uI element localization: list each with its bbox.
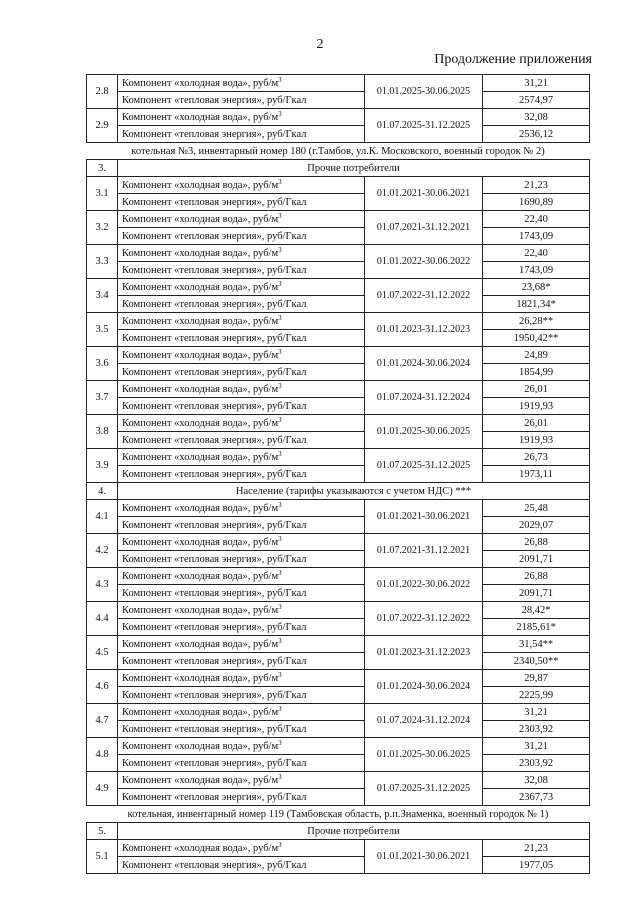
water-label-text: Компонент «холодная вода», руб/м [122, 842, 279, 854]
heat-value: 2091,71 [483, 585, 590, 602]
cubic-superscript: 3 [278, 738, 282, 747]
heat-component-label: Компонент «тепловая энергия», руб/Гкал [118, 517, 365, 534]
tariff-row-heat [87, 330, 590, 347]
cubic-superscript: 3 [278, 109, 282, 118]
period: 01.07.2021-31.12.2021 [365, 534, 483, 568]
water-label-text: Компонент «холодная вода», руб/м [122, 77, 279, 89]
boiler-header: котельная №3, инвентарный номер 180 (г.Тамбов, ул.К. Московского, военный городок № 2) [87, 143, 590, 160]
water-value: 26,01 [483, 381, 590, 398]
heat-component-label: Компонент «тепловая энергия», руб/Гкал [118, 432, 365, 449]
tariff-row-water [87, 534, 590, 551]
section-row [87, 160, 590, 177]
period: 01.07.2025-31.12.2025 [365, 449, 483, 483]
water-component-label [118, 381, 365, 398]
water-value: 31,21 [483, 75, 590, 92]
section-row [87, 483, 590, 500]
water-value: 31,21 [483, 704, 590, 721]
water-value: 26,88 [483, 534, 590, 551]
water-label-text: Компонент «холодная вода», руб/м [122, 638, 279, 650]
water-value: 32,08 [483, 109, 590, 126]
water-label-text: Компонент «холодная вода», руб/м [122, 502, 279, 514]
heat-component-label: Компонент «тепловая энергия», руб/Гкал [118, 194, 365, 211]
row-number: 4.9 [87, 772, 118, 806]
heat-component-label: Компонент «тепловая энергия», руб/Гкал [118, 92, 365, 109]
period: 01.07.2022-31.12.2022 [365, 279, 483, 313]
water-label-text: Компонент «холодная вода», руб/м [122, 383, 279, 395]
tariff-row-heat [87, 364, 590, 381]
row-number: 3.9 [87, 449, 118, 483]
period: 01.07.2025-31.12.2025 [365, 109, 483, 143]
tariff-row-heat [87, 517, 590, 534]
tariff-row-water [87, 738, 590, 755]
water-component-label [118, 500, 365, 517]
cubic-superscript: 3 [278, 500, 282, 509]
water-label-text: Компонент «холодная вода», руб/м [122, 417, 279, 429]
period: 01.01.2022-30.06.2022 [365, 568, 483, 602]
section-title: Прочие потребители [118, 823, 590, 840]
cubic-superscript: 3 [278, 245, 282, 254]
water-value: 29,87 [483, 670, 590, 687]
heat-component-label: Компонент «тепловая энергия», руб/Гкал [118, 228, 365, 245]
period: 01.01.2021-30.06.2021 [365, 500, 483, 534]
heat-value: 2367,73 [483, 789, 590, 806]
water-label-text: Компонент «холодная вода», руб/м [122, 706, 279, 718]
tariff-row-heat [87, 194, 590, 211]
tariff-row-heat [87, 262, 590, 279]
tariff-row-heat [87, 551, 590, 568]
heat-component-label: Компонент «тепловая энергия», руб/Гкал [118, 551, 365, 568]
page-number: 2 [316, 37, 324, 52]
row-number: 3.6 [87, 347, 118, 381]
water-component-label [118, 177, 365, 194]
water-component-label [118, 772, 365, 789]
cubic-superscript: 3 [278, 636, 282, 645]
tariff-table [86, 74, 590, 874]
tariff-row-water [87, 381, 590, 398]
water-value: 26,28** [483, 313, 590, 330]
water-value: 24,89 [483, 347, 590, 364]
tariff-row-water [87, 313, 590, 330]
period: 01.01.2022-30.06.2022 [365, 245, 483, 279]
heat-component-label: Компонент «тепловая энергия», руб/Гкал [118, 398, 365, 415]
tariff-row-water [87, 109, 590, 126]
row-number: 3.3 [87, 245, 118, 279]
heat-component-label: Компонент «тепловая энергия», руб/Гкал [118, 126, 365, 143]
tariff-row-water [87, 279, 590, 296]
period: 01.01.2024-30.06.2024 [365, 347, 483, 381]
heat-value: 2574,97 [483, 92, 590, 109]
water-value: 32,08 [483, 772, 590, 789]
period: 01.01.2023-31.12.2023 [365, 313, 483, 347]
cubic-superscript: 3 [278, 313, 282, 322]
tariff-row-water [87, 245, 590, 262]
heat-value: 1919,93 [483, 398, 590, 415]
cubic-superscript: 3 [278, 177, 282, 186]
period: 01.01.2025-30.06.2025 [365, 738, 483, 772]
tariff-row-heat [87, 126, 590, 143]
period: 01.01.2021-30.06.2021 [365, 177, 483, 211]
water-label-text: Компонент «холодная вода», руб/м [122, 570, 279, 582]
tariff-row-water [87, 636, 590, 653]
heat-value: 1977,05 [483, 857, 590, 874]
water-value: 25,48 [483, 500, 590, 517]
heat-component-label: Компонент «тепловая энергия», руб/Гкал [118, 619, 365, 636]
heat-value: 2303,92 [483, 721, 590, 738]
water-value: 22,40 [483, 245, 590, 262]
water-component-label [118, 670, 365, 687]
heat-component-label: Компонент «тепловая энергия», руб/Гкал [118, 330, 365, 347]
cubic-superscript: 3 [278, 381, 282, 390]
water-component-label [118, 211, 365, 228]
heat-component-label: Компонент «тепловая энергия», руб/Гкал [118, 687, 365, 704]
water-component-label [118, 75, 365, 92]
section-title: Прочие потребители [118, 160, 590, 177]
water-component-label [118, 415, 365, 432]
tariff-row-heat [87, 92, 590, 109]
heat-value: 2029,07 [483, 517, 590, 534]
row-number: 4.6 [87, 670, 118, 704]
water-value: 21,23 [483, 840, 590, 857]
tariff-table-body [87, 75, 590, 874]
water-label-text: Компонент «холодная вода», руб/м [122, 213, 279, 225]
tariff-row-water [87, 347, 590, 364]
water-value: 31,21 [483, 738, 590, 755]
heat-value: 1821,34* [483, 296, 590, 313]
tariff-row-water [87, 500, 590, 517]
water-label-text: Компонент «холодная вода», руб/м [122, 672, 279, 684]
tariff-row-water [87, 602, 590, 619]
water-label-text: Компонент «холодная вода», руб/м [122, 451, 279, 463]
water-component-label [118, 568, 365, 585]
cubic-superscript: 3 [278, 415, 282, 424]
heat-component-label: Компонент «тепловая энергия», руб/Гкал [118, 364, 365, 381]
cubic-superscript: 3 [278, 840, 282, 849]
heat-component-label: Компонент «тепловая энергия», руб/Гкал [118, 755, 365, 772]
heat-value: 1973,11 [483, 466, 590, 483]
boiler-header: котельная, инвентарный номер 119 (Тамбовская область, р.п.Знаменка, военный городок № 1) [87, 806, 590, 823]
water-value: 28,42* [483, 602, 590, 619]
water-value: 26,01 [483, 415, 590, 432]
cubic-superscript: 3 [278, 534, 282, 543]
water-value: 23,68* [483, 279, 590, 296]
tariff-row-water [87, 670, 590, 687]
water-component-label [118, 636, 365, 653]
water-value: 26,88 [483, 568, 590, 585]
water-label-text: Компонент «холодная вода», руб/м [122, 281, 279, 293]
heat-value: 1854,99 [483, 364, 590, 381]
water-component-label [118, 347, 365, 364]
tariff-row-water [87, 568, 590, 585]
boiler-header-row [87, 806, 590, 823]
water-label-text: Компонент «холодная вода», руб/м [122, 247, 279, 259]
heat-value: 1743,09 [483, 262, 590, 279]
cubic-superscript: 3 [278, 568, 282, 577]
row-number: 3.8 [87, 415, 118, 449]
row-number: 3.1 [87, 177, 118, 211]
water-label-text: Компонент «холодная вода», руб/м [122, 111, 279, 123]
tariff-row-water [87, 211, 590, 228]
heat-value: 2091,71 [483, 551, 590, 568]
tariff-row-water [87, 75, 590, 92]
tariff-row-heat [87, 687, 590, 704]
section-title: Население (тарифы указываются с учетом НДС) *** [118, 483, 590, 500]
heat-component-label: Компонент «тепловая энергия», руб/Гкал [118, 857, 365, 874]
boiler-header-row [87, 143, 590, 160]
heat-component-label: Компонент «тепловая энергия», руб/Гкал [118, 585, 365, 602]
tariff-row-water [87, 840, 590, 857]
row-number: 3.7 [87, 381, 118, 415]
water-component-label [118, 534, 365, 551]
tariff-row-water [87, 449, 590, 466]
period: 01.01.2021-30.06.2021 [365, 840, 483, 874]
water-component-label [118, 738, 365, 755]
water-value: 21,23 [483, 177, 590, 194]
water-component-label [118, 704, 365, 721]
row-number: 3.4 [87, 279, 118, 313]
heat-value: 1919,93 [483, 432, 590, 449]
cubic-superscript: 3 [278, 670, 282, 679]
water-label-text: Компонент «холодная вода», руб/м [122, 536, 279, 548]
row-number: 4.5 [87, 636, 118, 670]
cubic-superscript: 3 [278, 75, 282, 84]
period: 01.01.2025-30.06.2025 [365, 415, 483, 449]
period: 01.01.2023-31.12.2023 [365, 636, 483, 670]
tariff-row-heat [87, 755, 590, 772]
row-number: 3.2 [87, 211, 118, 245]
row-number: 4.8 [87, 738, 118, 772]
tariff-row-water [87, 177, 590, 194]
heat-value: 2185,61* [483, 619, 590, 636]
cubic-superscript: 3 [278, 211, 282, 220]
tariff-row-water [87, 704, 590, 721]
tariff-row-heat [87, 398, 590, 415]
row-number: 3.5 [87, 313, 118, 347]
heat-value: 2340,50** [483, 653, 590, 670]
heat-value: 1690,89 [483, 194, 590, 211]
cubic-superscript: 3 [278, 772, 282, 781]
row-number: 4.2 [87, 534, 118, 568]
heat-value: 1743,09 [483, 228, 590, 245]
section-row [87, 823, 590, 840]
water-component-label [118, 109, 365, 126]
water-label-text: Компонент «холодная вода», руб/м [122, 604, 279, 616]
heat-value: 2536,12 [483, 126, 590, 143]
water-value: 31,54** [483, 636, 590, 653]
water-component-label [118, 602, 365, 619]
tariff-row-heat [87, 228, 590, 245]
heat-component-label: Компонент «тепловая энергия», руб/Гкал [118, 466, 365, 483]
row-number: 4.1 [87, 500, 118, 534]
tariff-row-water [87, 772, 590, 789]
tariff-row-heat [87, 721, 590, 738]
section-number: 4. [87, 483, 118, 500]
cubic-superscript: 3 [278, 449, 282, 458]
water-label-text: Компонент «холодная вода», руб/м [122, 740, 279, 752]
row-number: 4.7 [87, 704, 118, 738]
row-number: 4.3 [87, 568, 118, 602]
water-component-label [118, 279, 365, 296]
heat-component-label: Компонент «тепловая энергия», руб/Гкал [118, 262, 365, 279]
water-component-label [118, 313, 365, 330]
water-label-text: Компонент «холодная вода», руб/м [122, 315, 279, 327]
heat-component-label: Компонент «тепловая энергия», руб/Гкал [118, 296, 365, 313]
section-number: 3. [87, 160, 118, 177]
period: 01.07.2025-31.12.2025 [365, 772, 483, 806]
water-label-text: Компонент «холодная вода», руб/м [122, 179, 279, 191]
tariff-row-heat [87, 619, 590, 636]
tariff-row-heat [87, 857, 590, 874]
tariff-row-heat [87, 585, 590, 602]
tariff-row-heat [87, 789, 590, 806]
period: 01.01.2025-30.06.2025 [365, 75, 483, 109]
tariff-row-heat [87, 653, 590, 670]
tariff-row-heat [87, 296, 590, 313]
continuation-label: Продолжение приложения [434, 52, 592, 67]
row-number: 4.4 [87, 602, 118, 636]
water-component-label [118, 245, 365, 262]
heat-component-label: Компонент «тепловая энергия», руб/Гкал [118, 653, 365, 670]
cubic-superscript: 3 [278, 704, 282, 713]
water-value: 22,40 [483, 211, 590, 228]
cubic-superscript: 3 [278, 279, 282, 288]
water-component-label [118, 840, 365, 857]
row-number: 2.9 [87, 109, 118, 143]
section-number: 5. [87, 823, 118, 840]
heat-value: 1950,42** [483, 330, 590, 347]
water-component-label [118, 449, 365, 466]
period: 01.07.2024-31.12.2024 [365, 704, 483, 738]
heat-component-label: Компонент «тепловая энергия», руб/Гкал [118, 721, 365, 738]
cubic-superscript: 3 [278, 347, 282, 356]
row-number: 2.8 [87, 75, 118, 109]
row-number: 5.1 [87, 840, 118, 874]
tariff-row-heat [87, 466, 590, 483]
heat-value: 2225,99 [483, 687, 590, 704]
heat-component-label: Компонент «тепловая энергия», руб/Гкал [118, 789, 365, 806]
period: 01.07.2024-31.12.2024 [365, 381, 483, 415]
heat-value: 2303,92 [483, 755, 590, 772]
cubic-superscript: 3 [278, 602, 282, 611]
water-label-text: Компонент «холодная вода», руб/м [122, 349, 279, 361]
water-label-text: Компонент «холодная вода», руб/м [122, 774, 279, 786]
tariff-row-heat [87, 432, 590, 449]
period: 01.07.2022-31.12.2022 [365, 602, 483, 636]
period: 01.07.2021-31.12.2021 [365, 211, 483, 245]
period: 01.01.2024-30.06.2024 [365, 670, 483, 704]
tariff-row-water [87, 415, 590, 432]
water-value: 26,73 [483, 449, 590, 466]
